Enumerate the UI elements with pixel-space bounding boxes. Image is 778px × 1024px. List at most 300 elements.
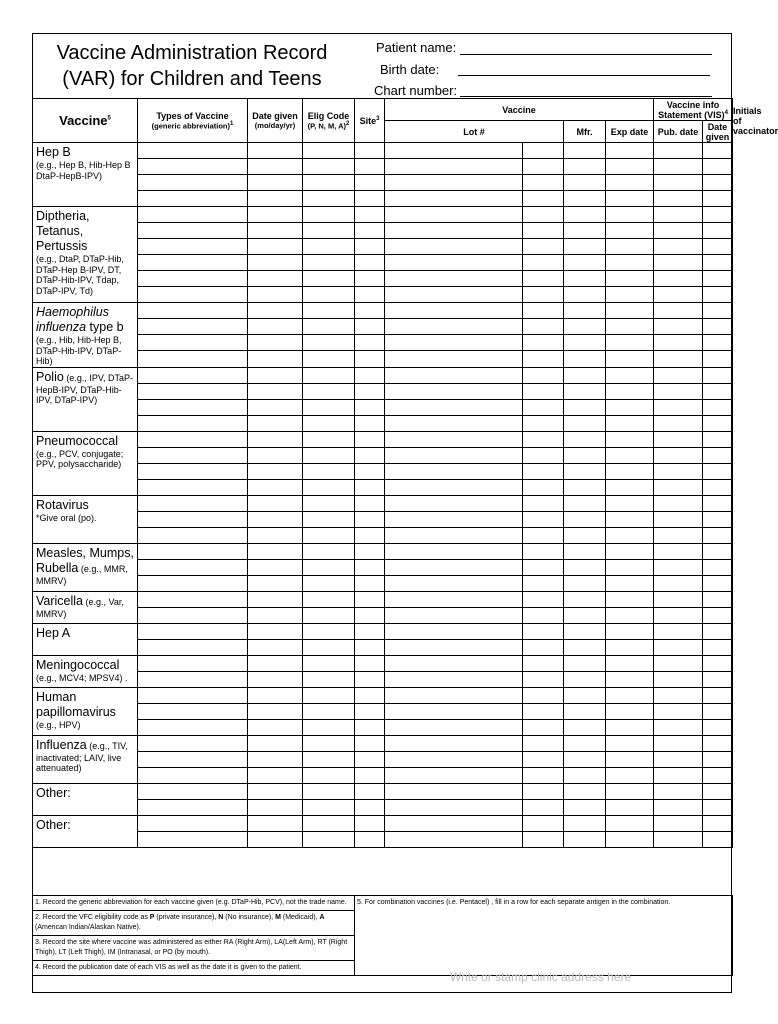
entry-cell[interactable] [606,351,654,367]
entry-cell[interactable] [703,767,733,783]
entry-cell[interactable] [703,255,733,271]
entry-cell[interactable] [248,399,303,415]
entry-cell[interactable] [703,143,733,159]
entry-cell[interactable] [355,255,385,271]
entry-cell[interactable] [385,607,523,623]
entry-cell[interactable] [703,543,733,559]
entry-cell[interactable] [385,463,523,479]
entry-cell[interactable] [523,543,564,559]
entry-cell[interactable] [564,719,606,735]
entry-cell[interactable] [303,431,355,447]
entry-cell[interactable] [385,703,523,719]
entry-cell[interactable] [385,319,523,335]
entry-cell[interactable] [523,767,564,783]
entry-cell[interactable] [703,367,733,383]
entry-cell[interactable] [564,687,606,703]
entry-cell[interactable] [385,239,523,255]
entry-cell[interactable] [248,783,303,799]
entry-cell[interactable] [355,447,385,463]
entry-cell[interactable] [654,799,703,815]
entry-cell[interactable] [606,687,654,703]
entry-cell[interactable] [355,783,385,799]
entry-cell[interactable] [385,575,523,591]
entry-cell[interactable] [523,607,564,623]
entry-cell[interactable] [303,191,355,207]
entry-cell[interactable] [385,687,523,703]
entry-cell[interactable] [523,159,564,175]
entry-cell[interactable] [564,543,606,559]
entry-cell[interactable] [564,191,606,207]
entry-cell[interactable] [523,671,564,687]
entry-cell[interactable] [138,223,248,239]
entry-cell[interactable] [703,671,733,687]
entry-cell[interactable] [564,207,606,223]
entry-cell[interactable] [355,655,385,671]
entry-cell[interactable] [355,495,385,511]
entry-cell[interactable] [606,527,654,543]
entry-cell[interactable] [385,351,523,367]
entry-cell[interactable] [355,143,385,159]
entry-cell[interactable] [703,399,733,415]
entry-cell[interactable] [703,463,733,479]
entry-cell[interactable] [303,287,355,303]
entry-cell[interactable] [138,767,248,783]
entry-cell[interactable] [385,287,523,303]
entry-cell[interactable] [138,463,248,479]
entry-cell[interactable] [703,447,733,463]
entry-cell[interactable] [654,255,703,271]
entry-cell[interactable] [248,207,303,223]
entry-cell[interactable] [138,431,248,447]
entry-cell[interactable] [385,191,523,207]
entry-cell[interactable] [138,831,248,847]
entry-cell[interactable] [385,527,523,543]
entry-cell[interactable] [303,527,355,543]
entry-cell[interactable] [138,751,248,767]
entry-cell[interactable] [564,527,606,543]
entry-cell[interactable] [523,335,564,351]
entry-cell[interactable] [654,831,703,847]
entry-cell[interactable] [138,287,248,303]
entry-cell[interactable] [385,207,523,223]
entry-cell[interactable] [385,799,523,815]
entry-cell[interactable] [703,335,733,351]
entry-cell[interactable] [703,591,733,607]
entry-cell[interactable] [703,575,733,591]
entry-cell[interactable] [606,511,654,527]
entry-cell[interactable] [564,831,606,847]
entry-cell[interactable] [564,607,606,623]
entry-cell[interactable] [606,175,654,191]
entry-cell[interactable] [138,495,248,511]
entry-cell[interactable] [564,623,606,639]
entry-cell[interactable] [523,319,564,335]
entry-cell[interactable] [138,655,248,671]
entry-cell[interactable] [523,431,564,447]
entry-cell[interactable] [523,367,564,383]
entry-cell[interactable] [523,735,564,751]
entry-cell[interactable] [355,719,385,735]
entry-cell[interactable] [564,351,606,367]
entry-cell[interactable] [248,191,303,207]
entry-cell[interactable] [606,207,654,223]
entry-cell[interactable] [703,527,733,543]
entry-cell[interactable] [654,751,703,767]
entry-cell[interactable] [303,591,355,607]
entry-cell[interactable] [606,543,654,559]
entry-cell[interactable] [523,719,564,735]
entry-cell[interactable] [248,639,303,655]
entry-cell[interactable] [248,703,303,719]
entry-cell[interactable] [564,287,606,303]
entry-cell[interactable] [303,639,355,655]
entry-cell[interactable] [385,399,523,415]
entry-cell[interactable] [654,495,703,511]
entry-cell[interactable] [523,191,564,207]
entry-cell[interactable] [606,463,654,479]
entry-cell[interactable] [606,607,654,623]
entry-cell[interactable] [355,239,385,255]
entry-cell[interactable] [355,335,385,351]
entry-cell[interactable] [654,223,703,239]
chart-number-field[interactable] [460,96,712,97]
entry-cell[interactable] [385,783,523,799]
entry-cell[interactable] [355,479,385,495]
entry-cell[interactable] [564,815,606,831]
entry-cell[interactable] [248,175,303,191]
entry-cell[interactable] [355,463,385,479]
entry-cell[interactable] [606,319,654,335]
entry-cell[interactable] [654,143,703,159]
entry-cell[interactable] [355,351,385,367]
entry-cell[interactable] [523,351,564,367]
entry-cell[interactable] [303,367,355,383]
entry-cell[interactable] [606,799,654,815]
entry-cell[interactable] [564,415,606,431]
entry-cell[interactable] [138,607,248,623]
entry-cell[interactable] [606,719,654,735]
entry-cell[interactable] [703,303,733,319]
entry-cell[interactable] [303,495,355,511]
birth-date-field[interactable] [458,75,710,76]
entry-cell[interactable] [564,511,606,527]
entry-cell[interactable] [248,799,303,815]
entry-cell[interactable] [654,703,703,719]
entry-cell[interactable] [138,703,248,719]
entry-cell[interactable] [523,479,564,495]
entry-cell[interactable] [564,383,606,399]
entry-cell[interactable] [703,831,733,847]
entry-cell[interactable] [248,479,303,495]
entry-cell[interactable] [564,431,606,447]
entry-cell[interactable] [248,415,303,431]
entry-cell[interactable] [703,495,733,511]
entry-cell[interactable] [606,639,654,655]
entry-cell[interactable] [248,815,303,831]
entry-cell[interactable] [248,751,303,767]
entry-cell[interactable] [248,319,303,335]
entry-cell[interactable] [564,575,606,591]
entry-cell[interactable] [703,175,733,191]
entry-cell[interactable] [303,255,355,271]
entry-cell[interactable] [303,447,355,463]
entry-cell[interactable] [606,239,654,255]
entry-cell[interactable] [355,559,385,575]
entry-cell[interactable] [303,351,355,367]
entry-cell[interactable] [654,399,703,415]
entry-cell[interactable] [385,495,523,511]
entry-cell[interactable] [355,271,385,287]
entry-cell[interactable] [385,303,523,319]
entry-cell[interactable] [654,319,703,335]
entry-cell[interactable] [564,463,606,479]
entry-cell[interactable] [703,719,733,735]
entry-cell[interactable] [523,223,564,239]
entry-cell[interactable] [564,319,606,335]
entry-cell[interactable] [303,831,355,847]
entry-cell[interactable] [703,207,733,223]
entry-cell[interactable] [303,511,355,527]
entry-cell[interactable] [564,399,606,415]
entry-cell[interactable] [606,143,654,159]
entry-cell[interactable] [606,255,654,271]
entry-cell[interactable] [303,303,355,319]
entry-cell[interactable] [303,543,355,559]
entry-cell[interactable] [385,639,523,655]
entry-cell[interactable] [703,607,733,623]
entry-cell[interactable] [703,511,733,527]
entry-cell[interactable] [564,639,606,655]
entry-cell[interactable] [606,479,654,495]
entry-cell[interactable] [564,367,606,383]
entry-cell[interactable] [564,495,606,511]
entry-cell[interactable] [355,799,385,815]
entry-cell[interactable] [138,511,248,527]
entry-cell[interactable] [355,639,385,655]
entry-cell[interactable] [303,735,355,751]
entry-cell[interactable] [703,223,733,239]
entry-cell[interactable] [606,367,654,383]
entry-cell[interactable] [385,719,523,735]
entry-cell[interactable] [248,735,303,751]
entry-cell[interactable] [606,159,654,175]
entry-cell[interactable] [138,239,248,255]
entry-cell[interactable] [385,815,523,831]
entry-cell[interactable] [564,447,606,463]
entry-cell[interactable] [654,575,703,591]
entry-cell[interactable] [355,415,385,431]
entry-cell[interactable] [654,383,703,399]
entry-cell[interactable] [303,223,355,239]
entry-cell[interactable] [355,815,385,831]
entry-cell[interactable] [606,495,654,511]
entry-cell[interactable] [654,207,703,223]
entry-cell[interactable] [138,143,248,159]
entry-cell[interactable] [138,527,248,543]
entry-cell[interactable] [355,703,385,719]
entry-cell[interactable] [355,623,385,639]
entry-cell[interactable] [248,511,303,527]
entry-cell[interactable] [248,431,303,447]
entry-cell[interactable] [523,383,564,399]
entry-cell[interactable] [703,703,733,719]
entry-cell[interactable] [355,831,385,847]
entry-cell[interactable] [606,303,654,319]
entry-cell[interactable] [355,223,385,239]
entry-cell[interactable] [248,591,303,607]
entry-cell[interactable] [523,783,564,799]
entry-cell[interactable] [248,143,303,159]
entry-cell[interactable] [385,367,523,383]
entry-cell[interactable] [523,463,564,479]
entry-cell[interactable] [385,511,523,527]
entry-cell[interactable] [138,255,248,271]
entry-cell[interactable] [303,383,355,399]
entry-cell[interactable] [654,431,703,447]
entry-cell[interactable] [703,639,733,655]
entry-cell[interactable] [654,191,703,207]
entry-cell[interactable] [523,703,564,719]
entry-cell[interactable] [654,767,703,783]
entry-cell[interactable] [523,495,564,511]
entry-cell[interactable] [606,415,654,431]
entry-cell[interactable] [303,207,355,223]
entry-cell[interactable] [523,623,564,639]
entry-cell[interactable] [248,719,303,735]
entry-cell[interactable] [703,735,733,751]
entry-cell[interactable] [385,623,523,639]
entry-cell[interactable] [138,543,248,559]
entry-cell[interactable] [654,463,703,479]
entry-cell[interactable] [654,719,703,735]
entry-cell[interactable] [303,415,355,431]
entry-cell[interactable] [303,607,355,623]
entry-cell[interactable] [138,415,248,431]
entry-cell[interactable] [138,303,248,319]
entry-cell[interactable] [248,655,303,671]
entry-cell[interactable] [523,255,564,271]
entry-cell[interactable] [703,783,733,799]
entry-cell[interactable] [654,415,703,431]
entry-cell[interactable] [303,671,355,687]
entry-cell[interactable] [138,191,248,207]
entry-cell[interactable] [303,239,355,255]
entry-cell[interactable] [138,783,248,799]
entry-cell[interactable] [355,287,385,303]
entry-cell[interactable] [138,639,248,655]
entry-cell[interactable] [138,383,248,399]
entry-cell[interactable] [355,207,385,223]
entry-cell[interactable] [606,735,654,751]
entry-cell[interactable] [138,575,248,591]
entry-cell[interactable] [654,287,703,303]
entry-cell[interactable] [703,431,733,447]
entry-cell[interactable] [654,687,703,703]
entry-cell[interactable] [303,655,355,671]
entry-cell[interactable] [564,239,606,255]
entry-cell[interactable] [564,559,606,575]
entry-cell[interactable] [654,655,703,671]
entry-cell[interactable] [606,655,654,671]
entry-cell[interactable] [654,367,703,383]
entry-cell[interactable] [248,447,303,463]
entry-cell[interactable] [385,751,523,767]
entry-cell[interactable] [703,623,733,639]
entry-cell[interactable] [303,319,355,335]
entry-cell[interactable] [523,559,564,575]
entry-cell[interactable] [606,815,654,831]
entry-cell[interactable] [703,815,733,831]
entry-cell[interactable] [523,271,564,287]
entry-cell[interactable] [248,367,303,383]
entry-cell[interactable] [703,799,733,815]
entry-cell[interactable] [654,735,703,751]
entry-cell[interactable] [703,655,733,671]
entry-cell[interactable] [654,783,703,799]
entry-cell[interactable] [606,399,654,415]
entry-cell[interactable] [248,335,303,351]
entry-cell[interactable] [523,415,564,431]
entry-cell[interactable] [564,159,606,175]
entry-cell[interactable] [385,735,523,751]
entry-cell[interactable] [385,255,523,271]
entry-cell[interactable] [248,159,303,175]
entry-cell[interactable] [703,191,733,207]
entry-cell[interactable] [303,719,355,735]
entry-cell[interactable] [248,527,303,543]
entry-cell[interactable] [138,175,248,191]
entry-cell[interactable] [703,751,733,767]
entry-cell[interactable] [385,271,523,287]
entry-cell[interactable] [523,575,564,591]
entry-cell[interactable] [703,687,733,703]
entry-cell[interactable] [564,175,606,191]
entry-cell[interactable] [606,767,654,783]
entry-cell[interactable] [564,223,606,239]
entry-cell[interactable] [654,511,703,527]
entry-cell[interactable] [355,735,385,751]
entry-cell[interactable] [303,815,355,831]
entry-cell[interactable] [248,687,303,703]
entry-cell[interactable] [606,831,654,847]
entry-cell[interactable] [564,783,606,799]
entry-cell[interactable] [355,607,385,623]
entry-cell[interactable] [355,319,385,335]
entry-cell[interactable] [385,223,523,239]
entry-cell[interactable] [138,159,248,175]
entry-cell[interactable] [654,671,703,687]
entry-cell[interactable] [606,751,654,767]
entry-cell[interactable] [654,271,703,287]
entry-cell[interactable] [564,767,606,783]
entry-cell[interactable] [355,159,385,175]
entry-cell[interactable] [523,591,564,607]
entry-cell[interactable] [385,383,523,399]
entry-cell[interactable] [138,671,248,687]
entry-cell[interactable] [564,303,606,319]
entry-cell[interactable] [606,703,654,719]
entry-cell[interactable] [355,399,385,415]
entry-cell[interactable] [564,655,606,671]
entry-cell[interactable] [385,335,523,351]
entry-cell[interactable] [564,799,606,815]
entry-cell[interactable] [606,447,654,463]
entry-cell[interactable] [355,767,385,783]
entry-cell[interactable] [654,527,703,543]
entry-cell[interactable] [303,799,355,815]
entry-cell[interactable] [606,591,654,607]
entry-cell[interactable] [523,287,564,303]
